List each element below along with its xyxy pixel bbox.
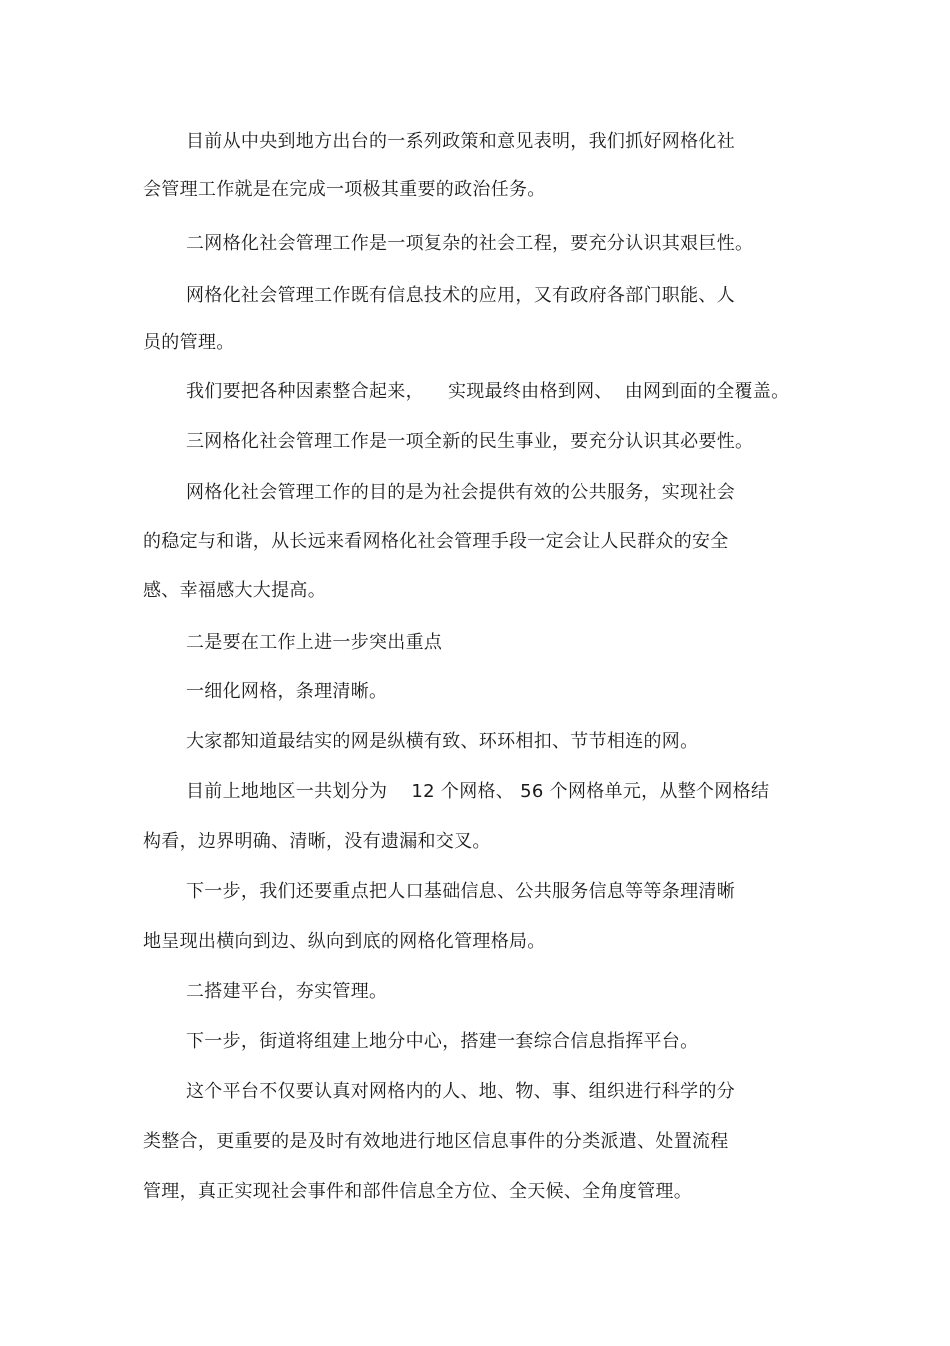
text-line: 这个平台不仅要认真对网格内的人、地、物、事、组织进行科学的分	[186, 1081, 735, 1102]
text-line: 目前从中央到地方出台的一系列政策和意见表明，我们抓好网格化社	[186, 131, 735, 152]
text-line: 网格化社会管理工作的目的是为社会提供有效的公共服务，实现社会	[186, 482, 735, 503]
text-line: 网格化社会管理工作既有信息技术的应用，又有政府各部门职能、人	[186, 285, 735, 306]
text-line: 目前上地地区一共划分为 12 个网格、 56 个网格单元，从整个网格结	[186, 781, 770, 802]
text-line: 构看，边界明确、清晰，没有遗漏和交叉。	[143, 831, 491, 852]
text-line: 二是要在工作上进一步突出重点	[186, 632, 443, 653]
text-line: 大家都知道最结实的网是纵横有致、环环相扣、节节相连的网。	[186, 731, 699, 752]
text-line: 感、幸福感大大提高。	[143, 580, 326, 601]
text-line: 地呈现出横向到边、纵向到底的网格化管理格局。	[143, 931, 546, 952]
text-line: 二搭建平台，夯实管理。	[186, 981, 388, 1002]
text-line: 会管理工作就是在完成一项极其重要的政治任务。	[143, 179, 546, 200]
text-line: 下一步，我们还要重点把人口基础信息、公共服务信息等等条理清晰	[186, 881, 735, 902]
text-line: 下一步，街道将组建上地分中心，搭建一套综合信息指挥平台。	[186, 1031, 699, 1052]
text-line: 类整合，更重要的是及时有效地进行地区信息事件的分类派遣、处置流程	[143, 1131, 729, 1152]
text-line: 管理，真正实现社会事件和部件信息全方位、全天候、全角度管理。	[143, 1181, 692, 1202]
text-line: 二网格化社会管理工作是一项复杂的社会工程，要充分认识其艰巨性。	[186, 233, 754, 254]
text-line: 的稳定与和谐，从长远来看网格化社会管理手段一定会让人民群众的安全	[143, 531, 729, 552]
text-line: 我们要把各种因素整合起来， 实现最终由格到网、 由网到面的全覆盖。	[186, 381, 790, 402]
text-line: 一细化网格，条理清晰。	[186, 681, 388, 702]
text-line: 三网格化社会管理工作是一项全新的民生事业，要充分认识其必要性。	[186, 431, 754, 452]
text-line: 员的管理。	[143, 332, 235, 353]
